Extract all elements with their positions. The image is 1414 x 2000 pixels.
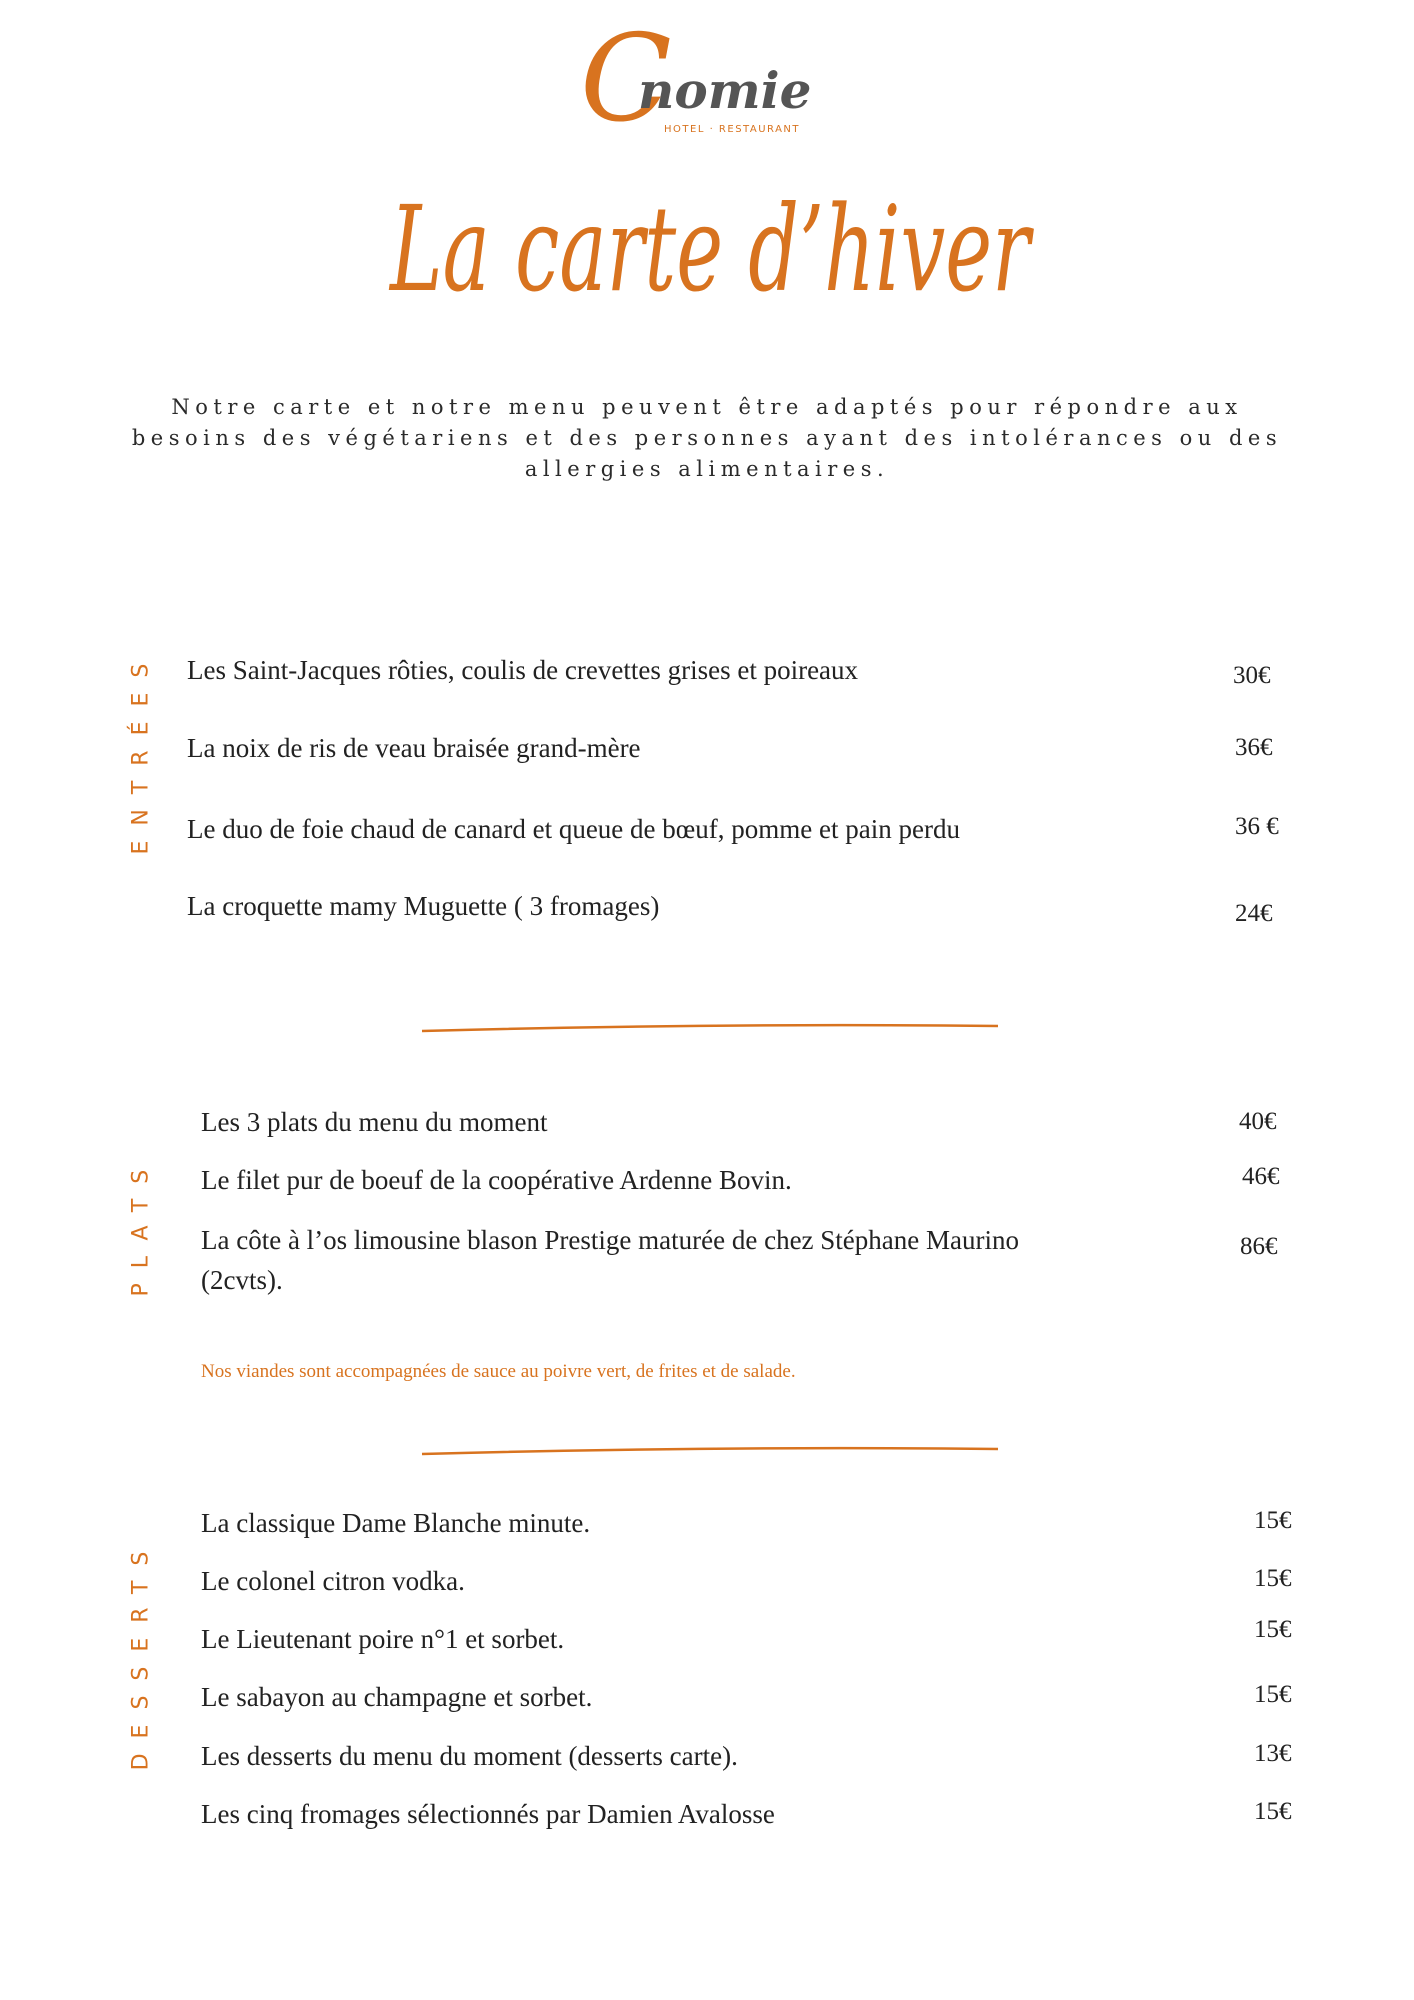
menu-item-name: Le duo de foie chaud de canard et queue de bœuf, pomme et pain perdu [187, 814, 960, 844]
plats-note: Nos viandes sont accompagnées de sauce au poivre vert, de frites et de salade. [201, 1361, 796, 1382]
menu-item-name: Les Saint-Jacques rôties, coulis de crevettes grises et poireaux [187, 655, 859, 685]
menu-item-name: Les cinq fromages sélectionnés par Damien Avalosse [201, 1799, 775, 1829]
section-divider [420, 1022, 1000, 1034]
menu-item-price: 30€ [1233, 662, 1271, 689]
menu-item-price: 15€ [1254, 1798, 1292, 1825]
menu-item-price: 24€ [1235, 900, 1273, 927]
menu-item-price: 15€ [1254, 1681, 1292, 1708]
section-label-entrees: ENTRÉES [128, 648, 154, 855]
menu-item-price: 86€ [1240, 1233, 1278, 1260]
logo-name: nomie [638, 61, 812, 120]
menu-item-name: La noix de ris de veau braisée grand-mère [187, 733, 641, 763]
menu-title [300, 130, 1120, 350]
menu-item-price: 15€ [1254, 1616, 1292, 1643]
menu-item-name: La classique Dame Blanche minute. [201, 1508, 591, 1538]
menu-item-name: La croquette mamy Muguette ( 3 fromages) [187, 891, 660, 921]
section-label-plats: PLATS [128, 1154, 154, 1297]
menu-item-name: Le sabayon au champagne et sorbet. [201, 1682, 593, 1712]
menu-item-price: 36 € [1235, 813, 1279, 840]
section-label-desserts: DESSERTS [128, 1536, 154, 1771]
menu-title-text: La carte d’hiver [388, 180, 1035, 318]
logo-subtitle: HOTEL · RESTAURANT [664, 124, 801, 135]
menu-item-name: Le Lieutenant poire n°1 et sorbet. [201, 1624, 565, 1654]
menu-item-price: 40€ [1239, 1108, 1277, 1135]
menu-item-price: 46€ [1242, 1163, 1280, 1190]
restaurant-logo [560, 10, 820, 149]
menu-item-price: 15€ [1254, 1507, 1292, 1534]
menu-item-name: La côte à l’os limousine blason Prestige maturée de chez Stéphane Maurino (2cvts). [201, 1225, 1019, 1295]
menu-item-name: Les desserts du menu du moment (desserts carte). [201, 1741, 738, 1771]
menu-item-name: Les 3 plats du menu du moment [201, 1107, 548, 1137]
intro-paragraph: Notre carte et notre menu peuvent être adaptés pour répondre aux besoins des végétariens et des personnes ayant des intolérances ou des allergies alimentaires. [131, 395, 1283, 481]
logo-letter: C [580, 10, 672, 149]
menu-item-name: Le colonel citron vodka. [201, 1566, 465, 1596]
section-divider [420, 1445, 1000, 1457]
menu-item-price: 15€ [1254, 1565, 1292, 1592]
menu-item-price: 36€ [1235, 734, 1273, 761]
menu-item-name: Le filet pur de boeuf de la coopérative Ardenne Bovin. [201, 1165, 792, 1195]
menu-item-price: 13€ [1254, 1740, 1292, 1767]
